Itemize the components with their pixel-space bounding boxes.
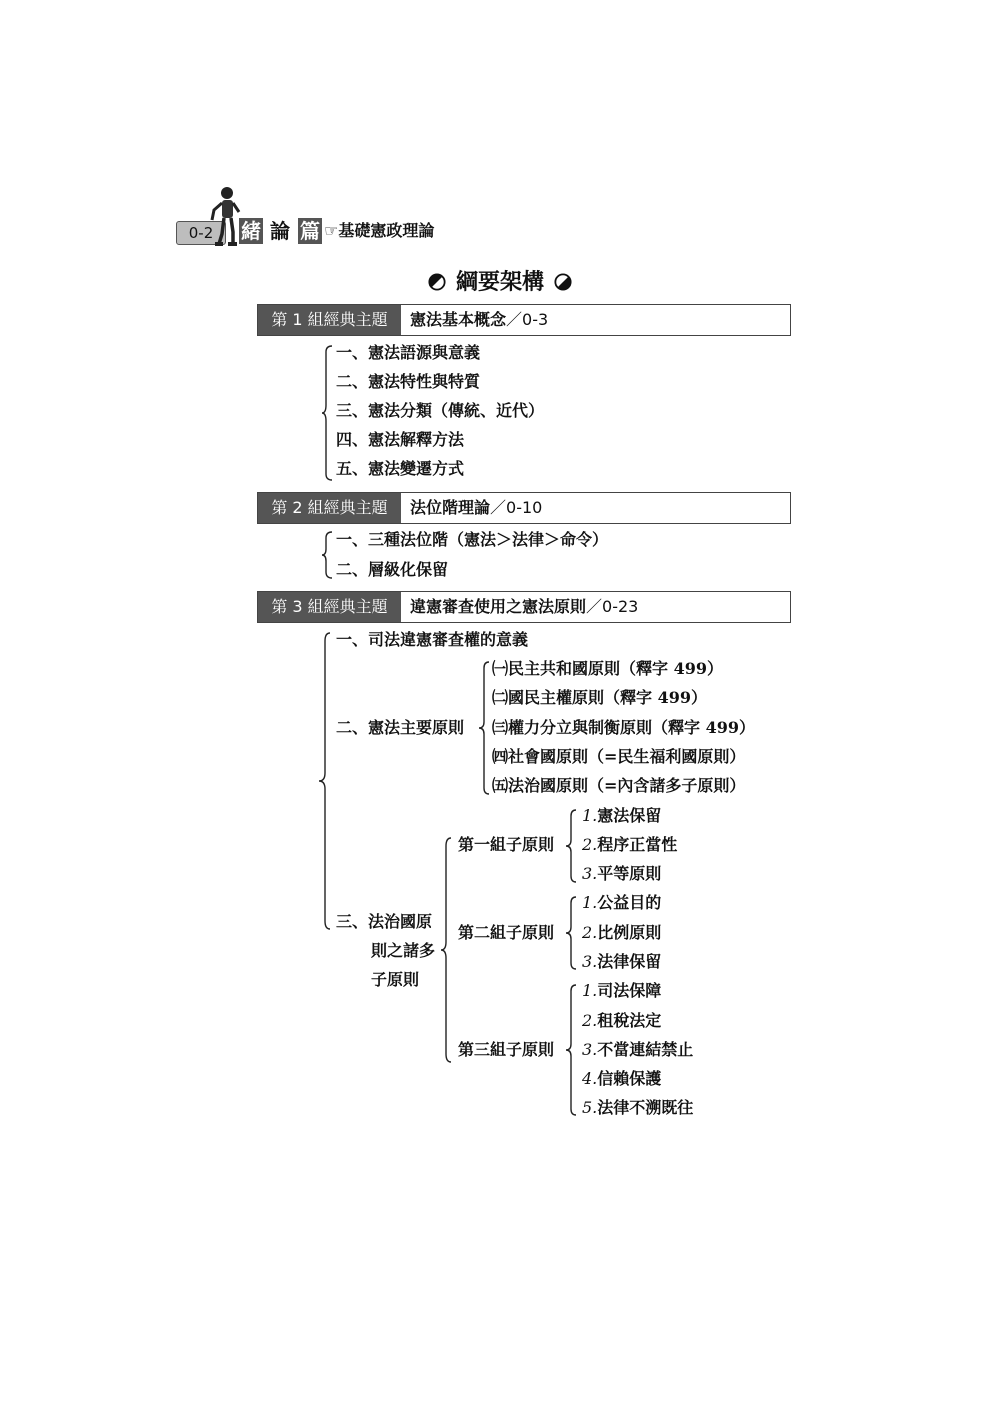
group-3-brace — [566, 985, 578, 1115]
section-2-tag: 第 2 組經典主題 — [258, 493, 401, 523]
outline-title-text: 綱要架構 — [455, 270, 544, 295]
s2-item-2: 二、層級化保留 — [336, 560, 449, 579]
s3-item-3-line-3: 子原則 — [371, 970, 420, 989]
page-number-badge: 0-2 — [176, 221, 226, 245]
s1-item-1: 一、憲法語源與意義 — [336, 343, 481, 362]
group-3-label: 第三組子原則 — [458, 1040, 555, 1059]
g3-item-2: 2.租稅法定 — [582, 1011, 662, 1030]
s1-item-2: 二、憲法特性與特質 — [336, 372, 481, 391]
g1-item-1: 1.憲法保留 — [582, 806, 662, 825]
s3-item-2-label: 二、憲法主要原則 — [336, 718, 465, 737]
s3-sub-1: ㈠民主共和國原則（釋字 499） — [492, 659, 723, 678]
section-3-title: 違憲審查使用之憲法原則／0-23 — [410, 597, 639, 616]
g2-item-3: 3.法律保留 — [582, 952, 662, 971]
group-2-brace — [566, 897, 578, 969]
section-3-brace — [318, 633, 332, 929]
group-1-brace — [566, 810, 578, 882]
part-subtitle — [324, 220, 434, 242]
s3-sub-2: ㈡國民主權原則（釋字 499） — [492, 688, 707, 707]
section-1-title: 憲法基本概念／0-3 — [410, 310, 549, 329]
outline-title — [0, 268, 1000, 298]
g3-item-4: 4.信賴保護 — [582, 1069, 662, 1088]
part-char-2: 論 — [270, 219, 290, 243]
part-char-3: 篇 — [300, 219, 320, 243]
g3-item-3: 3.不當連結禁止 — [582, 1040, 694, 1059]
section-1-tag: 第 1 組經典主題 — [258, 305, 401, 335]
s1-item-5: 五、憲法變遷方式 — [336, 459, 465, 478]
s1-item-3: 三、憲法分類（傳統、近代） — [336, 401, 545, 420]
g3-item-1: 1.司法保障 — [582, 981, 662, 1000]
s3-item-3-line-1: 三、法治國原 — [336, 912, 433, 931]
s1-item-4: 四、憲法解釋方法 — [336, 430, 465, 449]
subtitle-text: 基礎憲政理論 — [338, 221, 435, 240]
s2-item-1: 一、三種法位階（憲法＞法律＞命令） — [336, 530, 609, 549]
group-1-label: 第一組子原則 — [458, 835, 555, 854]
section-3-bar — [257, 591, 791, 623]
section-2-brace — [322, 532, 334, 578]
s3-sub-3: ㈢權力分立與制衡原則（釋字 499） — [492, 718, 755, 737]
group-2-label: 第二組子原則 — [458, 923, 555, 942]
s3-item-3-brace — [441, 838, 453, 1062]
section-2-title: 法位階理論／0-10 — [410, 498, 543, 517]
g3-item-5: 5.法律不溯既往 — [582, 1098, 694, 1117]
s3-sub-4: ㈣社會國原則（=民生福利國原則） — [492, 747, 746, 766]
g1-item-3: 3.平等原則 — [582, 864, 662, 883]
g2-item-1: 1.公益目的 — [582, 893, 662, 912]
g2-item-2: 2.比例原則 — [582, 923, 662, 942]
s3-sub-5: ㈤法治國原則（=內含諸多子原則） — [492, 776, 746, 795]
section-3-tag: 第 3 組經典主題 — [258, 592, 401, 622]
part-char-1: 緒 — [241, 219, 261, 243]
section-1-bar — [257, 304, 791, 336]
s3-item-2-brace — [479, 662, 491, 794]
section-2-bar — [257, 492, 791, 524]
pointing-hand-icon: ☞ — [324, 221, 339, 240]
half-circle-icon — [428, 273, 446, 291]
g1-item-2: 2.程序正當性 — [582, 835, 678, 854]
section-1-brace — [322, 346, 334, 480]
s3-item-1: 一、司法違憲審查權的意義 — [336, 630, 529, 649]
half-circle-icon — [554, 273, 572, 291]
s3-item-3-line-2: 則之諸多 — [371, 941, 436, 960]
